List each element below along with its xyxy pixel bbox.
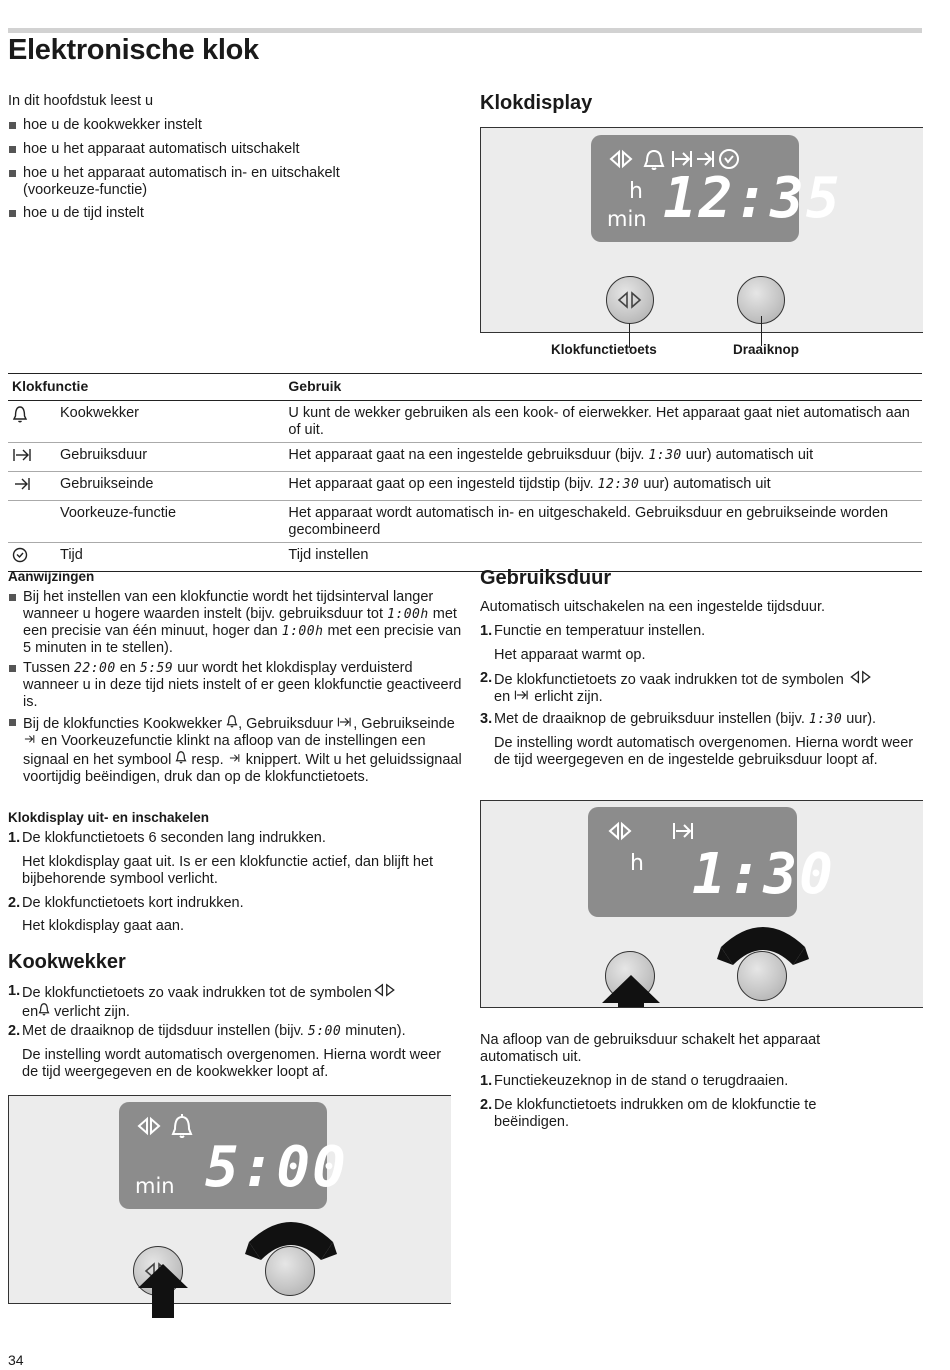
intro-bullet: hoe u de tijd instelt bbox=[8, 205, 463, 222]
bell-icon bbox=[12, 405, 28, 423]
step-text: De klokfunctietoets 6 seconden lang indrukken. bbox=[22, 830, 326, 846]
clock-icon bbox=[12, 547, 28, 563]
step-text: Functiekeuzeknop in de stand o terugdraaien. bbox=[494, 1073, 789, 1089]
arrows-icon bbox=[372, 983, 398, 997]
duration-icon bbox=[12, 447, 34, 463]
step-text: Functie en temperatuur instellen. bbox=[494, 623, 706, 639]
bell-icon bbox=[175, 750, 187, 764]
step-note: De instelling wordt automatisch overgenomen. Hierna wordt weer de tijd weergegeven en de kookwekker loopt af. bbox=[22, 1047, 442, 1080]
press-arrow-icon bbox=[136, 1262, 191, 1320]
rotate-arrow-icon bbox=[245, 1216, 337, 1262]
display-toggle-heading: Klokdisplay uit- en inschakelen bbox=[8, 810, 210, 825]
note-bullet bbox=[8, 589, 463, 657]
step bbox=[8, 983, 462, 1021]
text-part: Bij de klokfuncties Kookwekker bbox=[23, 716, 223, 732]
step-text: en bbox=[22, 1004, 39, 1020]
step bbox=[8, 895, 462, 912]
table-cell-function: Kookwekker bbox=[56, 401, 284, 443]
title-rule bbox=[8, 28, 922, 33]
gebruiksduur-heading: Gebruiksduur bbox=[480, 567, 612, 589]
press-arrow-icon bbox=[600, 973, 662, 1007]
step-number: 2. bbox=[8, 1023, 21, 1039]
text-part: en bbox=[119, 660, 136, 676]
table-header-function: Klokfunctie bbox=[8, 374, 284, 401]
step bbox=[480, 711, 934, 728]
segment-value: 5:59 bbox=[139, 661, 174, 676]
segment-value: 1:30 bbox=[808, 712, 843, 727]
step-text: De klokfunctietoets zo vaak indrukken tot de symbolen bbox=[22, 985, 372, 1001]
text-part: Het apparaat gaat op een ingesteld tijdstip (bijv. bbox=[288, 476, 594, 492]
step-number: 3. bbox=[480, 711, 493, 727]
step-text: en bbox=[494, 689, 511, 705]
segment-value: 1:00h bbox=[281, 624, 324, 639]
segment-value: 5:00 bbox=[307, 1024, 342, 1039]
step-number: 1. bbox=[480, 1073, 493, 1089]
display-time: 1:30 bbox=[692, 842, 835, 907]
text-part: , Gebruiksduur bbox=[238, 716, 334, 732]
step-text: Met de draaiknop de gebruiksduur instellen (bijv. bbox=[494, 711, 805, 727]
text-part: knippert. Wilt u het geluidssignaal voortijdig beëindigen, druk dan op de klokfunctietoets. bbox=[23, 752, 462, 785]
step bbox=[480, 623, 934, 640]
step-number: 2. bbox=[480, 1097, 493, 1113]
table-row bbox=[8, 472, 922, 501]
table-cell-use: U kunt de wekker gebruiken als een kook- of eierwekker. Het apparaat gaat niet automatisch aan of uit. bbox=[284, 401, 922, 443]
page-number: 34 bbox=[8, 1352, 24, 1368]
note-bullet bbox=[8, 714, 463, 786]
after-text: Na afloop van de gebruiksduur schakelt het apparaat automatisch uit. bbox=[480, 1032, 821, 1065]
intro-bullet: hoe u het apparaat automatisch uitschakelt bbox=[8, 141, 463, 158]
step bbox=[480, 1073, 934, 1090]
table-cell-function: Gebruikseinde bbox=[56, 472, 284, 501]
text-part: resp. bbox=[191, 752, 224, 768]
kookwekker-heading: Kookwekker bbox=[8, 951, 126, 973]
bell-icon bbox=[38, 1002, 50, 1016]
step-number: 1. bbox=[8, 830, 21, 846]
text-part: Het apparaat gaat na een ingestelde gebruiksduur (bijv. bbox=[288, 447, 645, 463]
text-part: Tussen bbox=[23, 660, 71, 676]
kookwekker-panel bbox=[8, 1095, 451, 1304]
text-part: Bij het instellen van een klokfunctie wordt het tijdsinterval langer wanneer u hogere waarden instelt (bijv. gebruiksduur tot bbox=[23, 589, 434, 622]
step-note: Het klokdisplay gaat uit. Is er een klokfunctie actief, dan blijft het bijbehorende symbool verlicht. bbox=[22, 854, 434, 887]
step-text: De klokfunctietoets zo vaak indrukken tot de symbolen bbox=[494, 672, 844, 688]
text-part: uur wordt het klokdisplay verduisterd wanneer u in deze tijd niets instelt of er geen klokfunctie geactiveerd is. bbox=[23, 660, 462, 710]
table-cell-function: Gebruiksduur bbox=[56, 443, 284, 472]
display-time: 12:35 bbox=[663, 166, 842, 231]
clock-function-table bbox=[8, 373, 922, 572]
table-header-use: Gebruik bbox=[284, 374, 922, 401]
step-text: verlicht zijn. bbox=[54, 1004, 130, 1020]
duration-icon bbox=[337, 716, 353, 728]
end-time-icon bbox=[23, 733, 37, 745]
text-part: met een precisie van één minuut, hoger dan bbox=[23, 606, 457, 639]
display-symbols-icon bbox=[606, 819, 706, 843]
table-cell-use bbox=[284, 443, 922, 472]
step-number: 2. bbox=[480, 670, 493, 686]
table-cell-function: Tijd bbox=[56, 543, 284, 572]
page-title: Elektronische klok bbox=[8, 34, 259, 66]
table-cell-function: Voorkeuze-functie bbox=[56, 501, 284, 543]
segment-value: 12:30 bbox=[597, 477, 640, 492]
segment-value: 1:00h bbox=[387, 607, 429, 622]
step-text: minuten). bbox=[345, 1023, 406, 1039]
end-time-icon bbox=[228, 752, 242, 764]
end-time-icon bbox=[12, 476, 34, 492]
rotate-arrow-icon bbox=[717, 921, 809, 967]
arrows-icon bbox=[616, 290, 644, 310]
arrows-icon bbox=[848, 670, 874, 684]
lcd-display bbox=[119, 1102, 348, 1209]
duration-icon bbox=[514, 689, 530, 701]
minute-unit-label: min bbox=[607, 207, 647, 231]
step bbox=[480, 670, 934, 706]
step-number: 1. bbox=[8, 983, 21, 999]
table-row bbox=[8, 401, 922, 443]
intro-lead: In dit hoofdstuk leest u bbox=[8, 93, 154, 109]
rotary-knob-label: Draaiknop bbox=[733, 342, 800, 357]
step-text: De klokfunctietoets indrukken om de klokfunctie te beëindigen. bbox=[494, 1097, 817, 1130]
lcd-display bbox=[591, 135, 842, 242]
minute-unit-label: min bbox=[135, 1174, 175, 1198]
clock-function-button-label: Klokfunctietoets bbox=[551, 342, 657, 357]
table-row bbox=[8, 501, 922, 543]
step-text: Met de draaiknop de tijdsduur instellen (bijv. bbox=[22, 1023, 304, 1039]
display-symbols-icon bbox=[135, 1112, 205, 1140]
klokdisplay-heading: Klokdisplay bbox=[480, 92, 593, 114]
step bbox=[8, 1023, 462, 1040]
text-part: , Gebruikseinde bbox=[353, 716, 455, 732]
step bbox=[480, 1097, 884, 1131]
hour-unit-label: h bbox=[629, 179, 643, 204]
table-cell-use bbox=[284, 472, 922, 501]
note-bullet bbox=[8, 660, 463, 711]
table-header-row bbox=[8, 374, 922, 401]
step-number: 1. bbox=[480, 623, 493, 639]
gebruiksduur-panel bbox=[480, 800, 923, 1008]
step-note: Het apparaat warmt op. bbox=[494, 647, 646, 663]
clock-function-button[interactable] bbox=[606, 276, 654, 324]
display-time: 5:00 bbox=[205, 1135, 348, 1200]
step bbox=[8, 830, 462, 847]
bell-icon bbox=[226, 714, 238, 728]
table-row bbox=[8, 443, 922, 472]
intro-bullet: hoe u de kookwekker instelt bbox=[8, 117, 463, 134]
segment-value: 1:30 bbox=[648, 448, 682, 463]
step-note: Het klokdisplay gaat aan. bbox=[22, 918, 185, 934]
text-part: met een precisie van 5 minuten in te stellen). bbox=[23, 623, 462, 656]
hour-unit-label: h bbox=[630, 851, 644, 876]
text-part: en Voorkeuzefunctie klinkt na afloop van de instellingen een signaal en het symbool bbox=[23, 733, 426, 768]
lcd-display bbox=[588, 807, 835, 917]
step-number: 2. bbox=[8, 895, 21, 911]
table-cell-use: Het apparaat wordt automatisch in- en uitgeschakeld. Gebruiksduur en gebruikseinde worden gecombineerd bbox=[284, 501, 922, 543]
table-row bbox=[8, 543, 922, 572]
segment-value: 22:00 bbox=[74, 661, 116, 676]
klokdisplay-panel bbox=[480, 127, 923, 333]
step-text: uur). bbox=[846, 711, 877, 727]
text-part: uur) automatisch uit bbox=[685, 447, 814, 463]
step-note: De instelling wordt automatisch overgenomen. Hierna wordt weer de tijd weergegeven en de ingestelde gebruiksduur loopt af. bbox=[494, 735, 914, 768]
text-part: uur) automatisch uit bbox=[643, 476, 771, 492]
step-text: De klokfunctietoets kort indrukken. bbox=[22, 895, 244, 911]
intro-bullet: hoe u het apparaat automatisch in- en uitschakelt (voorkeuze-functie) bbox=[8, 165, 393, 199]
notes-heading: Aanwijzingen bbox=[8, 569, 95, 584]
table-cell-use: Tijd instellen bbox=[284, 543, 922, 572]
step-text: erlicht zijn. bbox=[534, 689, 603, 705]
gebruiksduur-intro: Automatisch uitschakelen na een ingestelde tijdsduur. bbox=[480, 599, 825, 615]
